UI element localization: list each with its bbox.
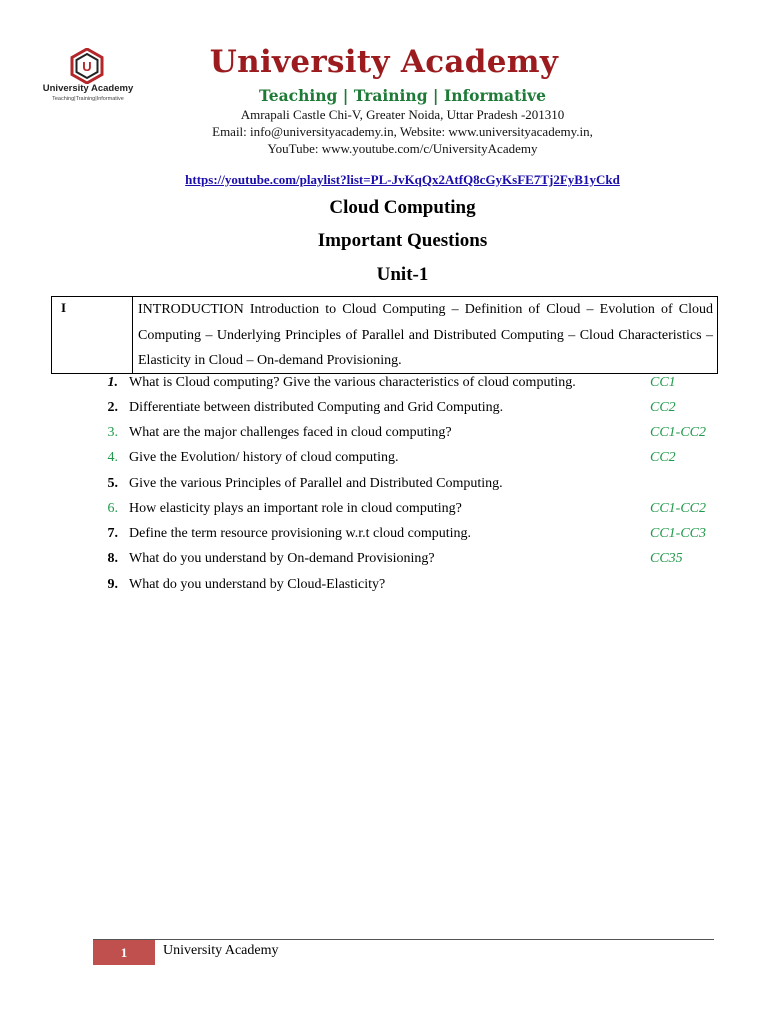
document-subtitle: Important Questions <box>317 230 488 251</box>
course-title: Cloud Computing <box>329 197 476 218</box>
question-text: How elasticity plays an important role in cloud computing? <box>129 501 462 516</box>
org-title: University Academy <box>209 44 559 80</box>
org-subtitle: Teaching | Training | Informative <box>258 86 547 105</box>
question-tag: CC1-CC3 <box>650 526 707 541</box>
logo-tagline: Teaching|Training|Informative <box>52 96 124 102</box>
syllabus-table <box>51 296 718 374</box>
youtube-line: YouTube: www.youtube.com/c/UniversityAcademy <box>267 141 538 156</box>
page-number: 1 <box>93 940 155 965</box>
question-number: 6. <box>107 501 118 516</box>
question-text: What do you understand by Cloud-Elasticity? <box>129 577 386 592</box>
question-text: Differentiate between distributed Computing and Grid Computing. <box>129 400 504 415</box>
question-item <box>0 526 768 548</box>
question-text: What are the major challenges faced in cloud computing? <box>129 425 452 440</box>
syllabus-topics: INTRODUCTION Introduction to Cloud Computing – Definition of Cloud – Evolution of Cloud Computing – Underlying Principles of Parallel and Distributed Computing – Cloud Characteristics – Elasticity in Cloud – On-demand Provisioning. <box>138 302 713 368</box>
syllabus-unit-cell: I <box>52 297 133 373</box>
question-tag: CC35 <box>650 551 683 566</box>
question-number: 2. <box>107 400 118 415</box>
unit-title: Unit-1 <box>376 264 429 285</box>
question-item <box>0 476 768 498</box>
question-number: 3. <box>107 425 118 440</box>
question-number: 8. <box>107 551 118 566</box>
question-item <box>0 400 768 422</box>
question-item <box>0 577 768 599</box>
question-tag: CC1 <box>650 375 676 390</box>
question-item <box>0 375 768 397</box>
question-tag: CC2 <box>650 450 676 465</box>
logo-name: University Academy <box>42 83 134 94</box>
question-text: Give the Evolution/ history of cloud computing. <box>129 450 399 465</box>
question-number: 7. <box>107 526 118 541</box>
question-tag: CC1-CC2 <box>650 425 707 440</box>
question-item <box>0 551 768 573</box>
question-text: Define the term resource provisioning w.r.t cloud computing. <box>129 526 472 541</box>
playlist-link[interactable]: https://youtube.com/playlist?list=PL-JvKqQx2AtfQ8cGyKsFE7Tj2FyB1yCkd <box>185 172 620 187</box>
question-item <box>0 450 768 472</box>
logo-letter: U <box>82 59 92 74</box>
question-text: Give the various Principles of Parallel and Distributed Computing. <box>129 476 503 491</box>
contact-line: Email: info@universityacademy.in, Website: www.universityacademy.in, <box>212 124 593 139</box>
question-number: 5. <box>107 476 118 491</box>
question-number: 9. <box>107 577 118 592</box>
address-line: Amrapali Castle Chi-V, Greater Noida, Uttar Pradesh -201310 <box>240 107 565 122</box>
question-text: What is Cloud computing? Give the various characteristics of cloud computing. <box>129 375 576 390</box>
question-item <box>0 501 768 523</box>
question-number: 1. <box>107 375 118 390</box>
question-number: 4. <box>107 450 118 465</box>
question-item <box>0 425 768 447</box>
question-tag: CC1-CC2 <box>650 501 707 516</box>
footer-text: University Academy <box>163 943 279 958</box>
question-tag: CC2 <box>650 400 676 415</box>
footer-rule <box>93 939 714 940</box>
question-text: What do you understand by On-demand Provisioning? <box>129 551 435 566</box>
